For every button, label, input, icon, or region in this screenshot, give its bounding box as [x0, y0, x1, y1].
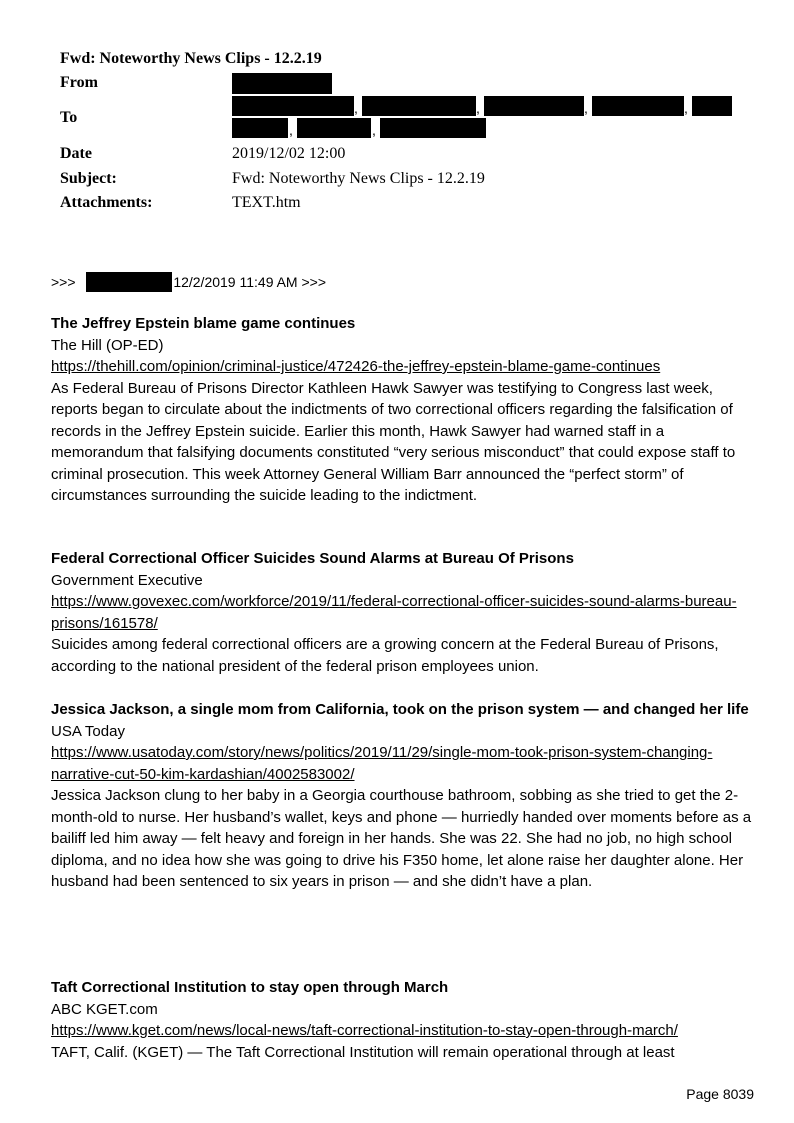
redacted-recipient [297, 118, 371, 138]
subject-value: Fwd: Noteworthy News Clips - 12.2.19 [232, 170, 485, 187]
from-label: From [60, 74, 98, 91]
article-source: Government Executive [51, 571, 203, 589]
article-headline: Jessica Jackson, a single mom from California, took on the prison system — and changed her life [51, 701, 749, 718]
article-summary: TAFT, Calif. (KGET) — The Taft Correctional Institution will remain operational through at least [51, 1043, 675, 1061]
article [51, 313, 755, 507]
redacted-recipient [232, 118, 288, 138]
to-label: To [60, 109, 78, 126]
email-title: Fwd: Noteworthy News Clips - 12.2.19 [60, 50, 322, 67]
article-summary: Jessica Jackson clung to her baby in a Georgia courthouse bathroom, sobbing as she tried to get the 2-month-old to nurse. Her husband’s wallet, keys and phone — hurriedly handed over moments before as a bailiff led him away — felt heavy and foreign in her hands. She was 22. She had no job, no high school diploma, and no idea how she was going to drive his F350 home, let alone raise her daughter alone. Her husband had been sentenced to six years in prison — and she didn’t have a plan. [51, 787, 752, 890]
article-link[interactable]: https://www.usatoday.com/story/news/politics/2019/11/29/single-mom-took-prison-system-changing-narrative-cut-50-kim-kardashian/4002583002/ [51, 744, 713, 783]
article-headline: Federal Correctional Officer Suicides Sound Alarms at Bureau Of Prisons [51, 550, 574, 567]
article-headline: Taft Correctional Institution to stay open through March [51, 979, 449, 996]
forward-timestamp: 12/2/2019 11:49 AM >>> [173, 274, 327, 290]
redacted-recipient [380, 118, 486, 138]
article-link[interactable]: https://thehill.com/opinion/criminal-justice/472426-the-jeffrey-epstein-blame-game-continues [51, 358, 661, 375]
article-headline: The Jeffrey Epstein blame game continues [51, 315, 356, 332]
article [51, 548, 755, 677]
redacted-recipient [592, 96, 684, 116]
attachments-value: TEXT.htm [232, 194, 301, 211]
date-label: Date [60, 145, 92, 162]
article [51, 699, 755, 893]
article-link[interactable]: https://www.kget.com/news/local-news/taft-correctional-institution-to-stay-open-through-march/ [51, 1022, 678, 1039]
page-number: Page 8039 [686, 1086, 754, 1102]
forward-prefix: >>> [51, 274, 76, 290]
redacted-from [232, 73, 332, 94]
attachments-label: Attachments: [60, 194, 153, 211]
redacted-recipient [692, 96, 732, 116]
article-source: The Hill (OP-ED) [51, 336, 164, 354]
article-summary: Suicides among federal correctional officers are a growing concern at the Federal Bureau of Prisons, according to the national president of the federal prison employees union. [51, 636, 719, 675]
redacted-recipient [362, 96, 476, 116]
article-link[interactable]: https://www.govexec.com/workforce/2019/11/federal-correctional-officer-suicides-sound-alarms-bureau-prisons/161578/ [51, 593, 737, 632]
redacted-sender [86, 272, 172, 292]
article-summary: As Federal Bureau of Prisons Director Kathleen Hawk Sawyer was testifying to Congress last week, reports began to circulate about the indictments of two correctional officers regarding the falsification of records in the Jeffrey Epstein suicide. Earlier this month, Hawk Sawyer had warned staff in a memorandum that falsifying documents constituted “very serious misconduct” that could expose staff to criminal prosecution. This week Attorney General William Barr announced the “perfect storm” of circumstances surrounding the suicide leading to the indictment. [51, 379, 736, 504]
subject-label: Subject: [60, 170, 117, 187]
article-source: ABC KGET.com [51, 1000, 158, 1018]
article [51, 977, 755, 1063]
redacted-recipient [232, 96, 354, 116]
redacted-recipient [484, 96, 584, 116]
date-value: 2019/12/02 12:00 [232, 145, 346, 162]
article-source: USA Today [51, 722, 125, 740]
